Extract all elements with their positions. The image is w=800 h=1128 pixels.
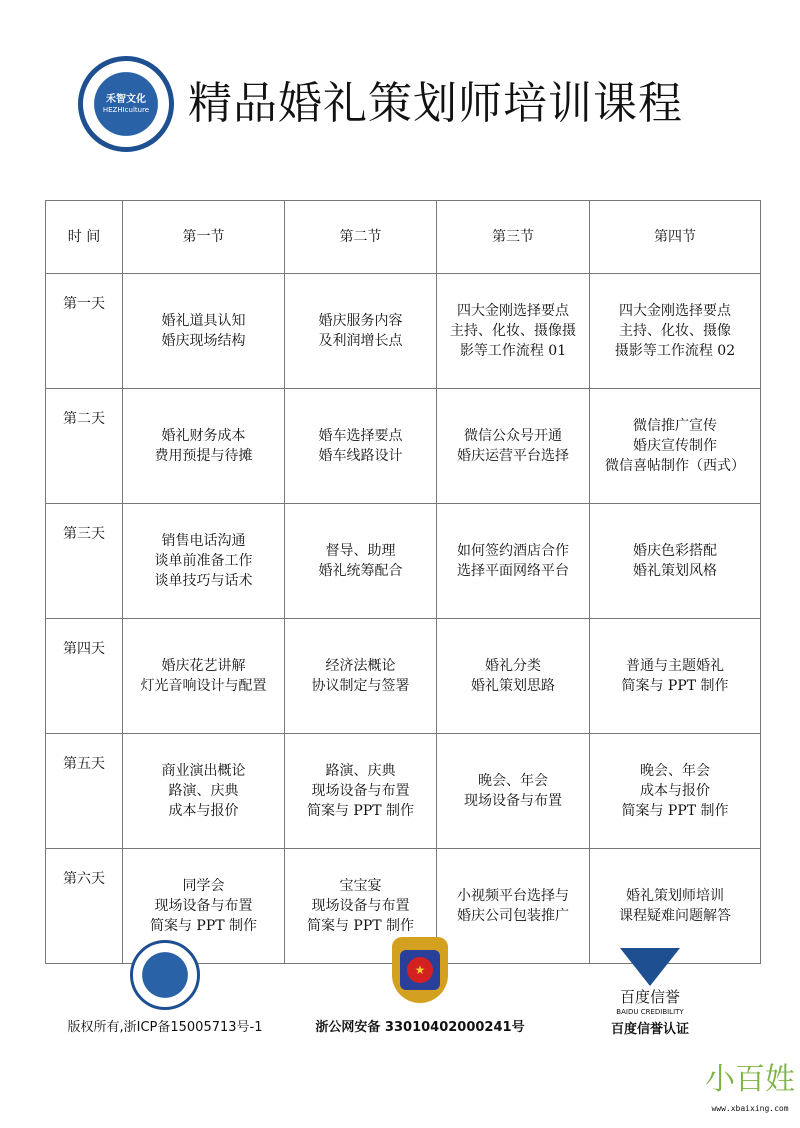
session-line: 四大金刚选择要点	[457, 303, 569, 319]
session-line: 谈单前准备工作	[154, 553, 253, 569]
table-row	[46, 389, 761, 504]
table-row	[46, 274, 761, 389]
session-line: 晚会、年会	[478, 773, 548, 789]
watermark-url: www.xbaixing.com	[711, 1104, 789, 1113]
session-cell	[285, 619, 437, 734]
session-line: 普通与主题婚礼	[626, 658, 724, 674]
session-cell	[285, 504, 437, 619]
table-row	[46, 504, 761, 619]
session-line: 婚车选择要点	[318, 428, 403, 444]
session-cell	[590, 734, 761, 849]
session-cell	[123, 734, 285, 849]
session-cell	[437, 389, 590, 504]
table-row	[46, 619, 761, 734]
session-line: 晚会、年会	[640, 763, 710, 779]
session-line: 路演、庆典	[168, 783, 239, 799]
day-label: 第五天	[46, 734, 123, 849]
session-cell	[123, 274, 285, 389]
session-cell	[285, 734, 437, 849]
session-line: 成本与报价	[168, 803, 239, 819]
session-cell	[285, 389, 437, 504]
session-cell	[123, 619, 285, 734]
session-line: 婚礼策划风格	[633, 563, 717, 579]
session-line: 现场设备与布置	[311, 783, 410, 799]
session-line: 宝宝宴	[339, 878, 382, 894]
session-line: 商业演出概论	[161, 763, 246, 779]
session-line: 婚礼策划思路	[471, 678, 555, 694]
session-line: 课程疑难问题解答	[619, 908, 731, 924]
column-header: 时 间	[46, 201, 123, 274]
session-cell	[123, 389, 285, 504]
page-title: 精品婚礼策划师培训课程	[188, 78, 683, 129]
day-label: 第一天	[46, 274, 123, 389]
session-line: 婚庆色彩搭配	[633, 543, 717, 559]
session-line: 简案与 PPT 制作	[149, 918, 258, 934]
session-line: 简案与 PPT 制作	[621, 803, 729, 819]
session-cell	[437, 619, 590, 734]
schedule-table	[45, 200, 761, 964]
session-line: 婚庆花艺讲解	[161, 658, 246, 674]
session-line: 简案与 PPT 制作	[621, 678, 729, 694]
session-line: 现场设备与布置	[311, 898, 410, 914]
session-line: 现场设备与布置	[464, 793, 562, 809]
session-line: 同学会	[182, 878, 225, 894]
session-cell	[590, 389, 761, 504]
session-line: 小视频平台选择与	[457, 888, 569, 904]
session-cell	[590, 504, 761, 619]
logo-text-en: HEZHIculture	[102, 106, 150, 114]
session-line: 婚庆服务内容	[318, 313, 403, 329]
column-header: 第二节	[285, 201, 437, 274]
baidu-logo-text: 百度信誉	[619, 988, 680, 1006]
session-line: 婚庆现场结构	[161, 333, 246, 349]
column-header: 第一节	[123, 201, 285, 274]
session-line: 路演、庆典	[325, 763, 396, 779]
logo-text-cn: 禾智文化	[106, 94, 146, 105]
day-label: 第二天	[46, 389, 123, 504]
session-line: 及利润增长点	[318, 333, 403, 349]
police-record-text: 浙公网安备 33010402000241号	[315, 1020, 525, 1035]
police-emblem-icon: ★	[392, 937, 448, 1003]
session-cell	[437, 274, 590, 389]
session-cell	[123, 504, 285, 619]
session-line: 微信推广宣传	[633, 418, 717, 434]
logo	[78, 56, 174, 152]
session-cell	[590, 274, 761, 389]
session-line: 婚庆宣传制作	[633, 438, 717, 454]
session-line: 灯光音响设计与配置	[140, 678, 267, 694]
session-line: 摄影等工作流程 02	[614, 343, 736, 359]
session-line: 督导、助理	[325, 543, 396, 559]
session-line: 现场设备与布置	[154, 898, 253, 914]
session-line: 主持、化妆、摄像	[619, 323, 731, 339]
session-line: 简案与 PPT 制作	[306, 918, 415, 934]
session-line: 微信公众号开通	[464, 428, 562, 444]
session-cell	[437, 734, 590, 849]
session-line: 婚礼统筹配合	[318, 563, 403, 579]
session-line: 成本与报价	[640, 783, 710, 799]
session-line: 简案与 PPT 制作	[306, 803, 415, 819]
session-line: 经济法概论	[325, 658, 396, 674]
baidu-en-text: BAIDU CREDIBILITY	[616, 1008, 684, 1016]
session-line: 影等工作流程 01	[459, 343, 567, 359]
session-cell	[285, 274, 437, 389]
session-line: 婚礼策划师培训	[626, 888, 724, 904]
day-label: 第四天	[46, 619, 123, 734]
session-line: 婚礼道具认知	[161, 313, 246, 329]
session-line: 选择平面网络平台	[457, 563, 569, 579]
session-cell	[590, 849, 761, 964]
session-line: 微信喜帖制作（西式）	[605, 458, 745, 474]
session-line: 婚车线路设计	[318, 448, 403, 464]
logo-small	[130, 940, 200, 1010]
table-row	[46, 734, 761, 849]
column-header: 第三节	[437, 201, 590, 274]
baidu-cert-text: 百度信誉认证	[610, 1022, 689, 1037]
watermark-text: 小百姓	[705, 1062, 795, 1097]
baidu-v-icon	[620, 948, 680, 986]
session-cell	[590, 619, 761, 734]
day-label: 第三天	[46, 504, 123, 619]
session-line: 销售电话沟通	[161, 533, 246, 549]
session-line: 如何签约酒店合作	[457, 543, 569, 559]
session-line: 谈单技巧与话术	[154, 573, 253, 589]
session-line: 婚礼财务成本	[161, 428, 246, 444]
session-line: 主持、化妆、摄像摄	[450, 323, 576, 339]
session-line: 协议制定与签署	[311, 678, 410, 694]
day-label: 第六天	[46, 849, 123, 964]
column-header: 第四节	[590, 201, 761, 274]
session-cell	[437, 849, 590, 964]
session-line: 四大金刚选择要点	[619, 303, 731, 319]
session-line: 费用预提与待摊	[154, 448, 253, 464]
copyright-text: 版权所有,浙ICP备15005713号-1	[67, 1020, 263, 1035]
session-line: 婚庆公司包装推广	[457, 908, 569, 924]
session-line: 婚庆运营平台选择	[457, 448, 569, 464]
session-cell	[437, 504, 590, 619]
session-line: 婚礼分类	[485, 658, 541, 674]
